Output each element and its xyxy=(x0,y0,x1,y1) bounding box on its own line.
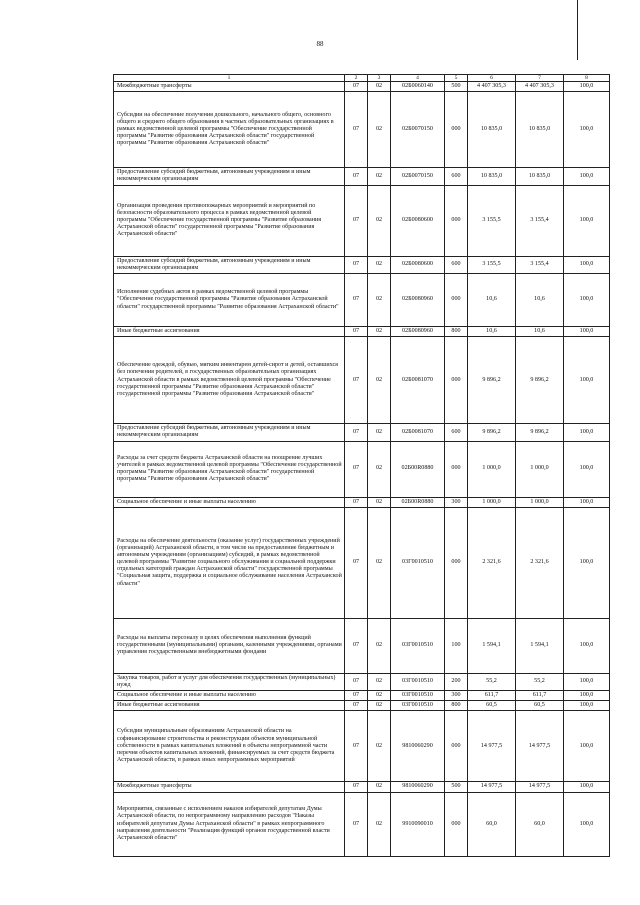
header-cell: 3 xyxy=(368,75,391,82)
execution-percent: 100,0 xyxy=(564,507,610,618)
kbk-subsection: 02 xyxy=(368,82,391,92)
row-name: Предоставление субсидий бюджетным, автономным учреждениям и иным некоммерческим организациям xyxy=(114,424,345,441)
row-name: Иные бюджетные ассигнования xyxy=(114,326,345,336)
planned-amount: 60,0 xyxy=(468,792,516,856)
kbk-section: 07 xyxy=(345,92,368,168)
header-cell: 8 xyxy=(564,75,610,82)
actual-amount: 14 977,5 xyxy=(516,782,564,792)
expense-type: 300 xyxy=(445,691,468,701)
planned-amount: 1 000,0 xyxy=(468,497,516,507)
expense-type: 800 xyxy=(445,701,468,711)
target-article: 02Б0081070 xyxy=(391,337,445,424)
kbk-subsection: 02 xyxy=(368,185,391,256)
header-cell: 6 xyxy=(468,75,516,82)
kbk-section: 07 xyxy=(345,273,368,326)
kbk-subsection: 02 xyxy=(368,497,391,507)
target-article: 03Г0010510 xyxy=(391,691,445,701)
kbk-subsection: 02 xyxy=(368,92,391,168)
expense-type: 000 xyxy=(445,711,468,782)
table-row xyxy=(114,782,610,792)
actual-amount: 10,6 xyxy=(516,273,564,326)
planned-amount: 1 000,0 xyxy=(468,441,516,497)
header-cell: 2 xyxy=(345,75,368,82)
target-article: 02Б0070150 xyxy=(391,92,445,168)
target-article: 02Б0080600 xyxy=(391,185,445,256)
actual-amount: 611,7 xyxy=(516,691,564,701)
expense-type: 600 xyxy=(445,168,468,185)
expense-type: 000 xyxy=(445,185,468,256)
kbk-subsection: 02 xyxy=(368,168,391,185)
kbk-subsection: 02 xyxy=(368,701,391,711)
kbk-section: 07 xyxy=(345,337,368,424)
target-article: 02Б0060140 xyxy=(391,82,445,92)
kbk-section: 07 xyxy=(345,691,368,701)
execution-percent: 100,0 xyxy=(564,441,610,497)
expense-type: 000 xyxy=(445,92,468,168)
kbk-section: 07 xyxy=(345,424,368,441)
actual-amount: 4 407 305,3 xyxy=(516,82,564,92)
row-name: Иные бюджетные ассигнования xyxy=(114,701,345,711)
header-cell: 5 xyxy=(445,75,468,82)
planned-amount: 2 321,6 xyxy=(468,507,516,618)
kbk-section: 07 xyxy=(345,673,368,690)
row-name: Организация проведения противопожарных мероприятий и мероприятий по безопасности образовательного процесса в рамках ведомственной целевой программы "Обеспечение государственной программы "Развитие образования Астраханской области" государственной программы "Развитие образования Астраханской области" xyxy=(114,185,345,256)
kbk-subsection: 02 xyxy=(368,326,391,336)
target-article: 9810060290 xyxy=(391,782,445,792)
row-name: Предоставление субсидий бюджетным, автономным учреждениям и иным некоммерческим организациям xyxy=(114,168,345,185)
kbk-subsection: 02 xyxy=(368,507,391,618)
table-row xyxy=(114,792,610,856)
target-article: 03Г0010510 xyxy=(391,507,445,618)
actual-amount: 1 000,0 xyxy=(516,497,564,507)
expense-type: 000 xyxy=(445,273,468,326)
table-row xyxy=(114,185,610,256)
execution-percent: 100,0 xyxy=(564,82,610,92)
execution-percent: 100,0 xyxy=(564,92,610,168)
planned-amount: 3 155,5 xyxy=(468,185,516,256)
kbk-subsection: 02 xyxy=(368,792,391,856)
actual-amount: 3 155,4 xyxy=(516,185,564,256)
kbk-section: 07 xyxy=(345,792,368,856)
planned-amount: 55,2 xyxy=(468,673,516,690)
actual-amount: 14 977,5 xyxy=(516,711,564,782)
execution-percent: 100,0 xyxy=(564,673,610,690)
actual-amount: 1 594,1 xyxy=(516,618,564,673)
row-name: Исполнение судебных актов в рамках ведомственной целевой программы "Обеспечение государственной программы "Развитие образования Астраханской области" государственной программы "Развитие образования Астраханской области" xyxy=(114,273,345,326)
header-row xyxy=(114,75,610,82)
row-name: Расходы за счет средств бюджета Астраханской области на поощрение лучших учителей в рамках ведомственной целевой программы "Обеспечение государственной программы "Развитие образования Астраханской области" государственной программы "Развитие образования Астраханской области" xyxy=(114,441,345,497)
expense-type: 500 xyxy=(445,82,468,92)
actual-amount: 60,5 xyxy=(516,701,564,711)
table-row xyxy=(114,691,610,701)
kbk-subsection: 02 xyxy=(368,618,391,673)
actual-amount: 1 000,0 xyxy=(516,441,564,497)
table-row xyxy=(114,326,610,336)
kbk-section: 07 xyxy=(345,497,368,507)
target-article: 03Г0010510 xyxy=(391,673,445,690)
row-name: Социальное обеспечение и иные выплаты населению xyxy=(114,691,345,701)
table-row xyxy=(114,701,610,711)
table-row xyxy=(114,441,610,497)
table-row xyxy=(114,92,610,168)
table-row xyxy=(114,256,610,273)
target-article: 02Б0080960 xyxy=(391,326,445,336)
kbk-subsection: 02 xyxy=(368,424,391,441)
planned-amount: 3 155,5 xyxy=(468,256,516,273)
target-article: 02Б0081070 xyxy=(391,424,445,441)
row-name: Расходы на обеспечение деятельности (оказание услуг) государственных учреждений (организаций) Астраханской области, в том числе на предоставление бюджетным и автономным учреждениям (организациям) субсидий, в рамках ведомственной целевой программы "Развитие социального обслуживания и социальной поддержки отдельных категорий граждан Астраханской области" государственной программы "Социальная защита, поддержка и социальное обслуживание населения Астраханской области" xyxy=(114,507,345,618)
table-row xyxy=(114,82,610,92)
kbk-subsection: 02 xyxy=(368,711,391,782)
row-name: Социальное обеспечение и иные выплаты населению xyxy=(114,497,345,507)
actual-amount: 3 155,4 xyxy=(516,256,564,273)
kbk-subsection: 02 xyxy=(368,273,391,326)
actual-amount: 10,6 xyxy=(516,326,564,336)
planned-amount: 9 896,2 xyxy=(468,424,516,441)
kbk-subsection: 02 xyxy=(368,673,391,690)
expense-type: 600 xyxy=(445,424,468,441)
row-name: Мероприятия, связанные с исполнением наказов избирателей депутатам Думы Астраханской области, по непрограммному направлению расходов "Наказы избирателей депутатам Думы Астраханской области" в рамках непрограммного направления деятельности "Реализация функций органов государственной власти Астраханской области" xyxy=(114,792,345,856)
expense-type: 000 xyxy=(445,792,468,856)
kbk-section: 07 xyxy=(345,168,368,185)
kbk-subsection: 02 xyxy=(368,337,391,424)
kbk-section: 07 xyxy=(345,782,368,792)
kbk-section: 07 xyxy=(345,711,368,782)
margin-line xyxy=(577,0,578,60)
actual-amount: 55,2 xyxy=(516,673,564,690)
planned-amount: 10 835,0 xyxy=(468,168,516,185)
table-row xyxy=(114,711,610,782)
target-article: 02Б00R0880 xyxy=(391,441,445,497)
planned-amount: 10 835,0 xyxy=(468,92,516,168)
actual-amount: 10 835,0 xyxy=(516,168,564,185)
planned-amount: 14 977,5 xyxy=(468,711,516,782)
expense-type: 600 xyxy=(445,256,468,273)
target-article: 03Г0010510 xyxy=(391,701,445,711)
row-name: Субсидии на обеспечение получения дошкольного, начального общего, основного общего и среднего общего образования в частных образовательных организациях в рамках ведомственной целевой программы "Обеспечение государственной программы "Развитие образования Астраханской области" государственной программы "Развитие образования Астраханской области" xyxy=(114,92,345,168)
actual-amount: 9 896,2 xyxy=(516,424,564,441)
actual-amount: 10 835,0 xyxy=(516,92,564,168)
planned-amount: 10,6 xyxy=(468,326,516,336)
target-article: 03Г0010510 xyxy=(391,618,445,673)
table-row xyxy=(114,424,610,441)
expense-type: 000 xyxy=(445,441,468,497)
execution-percent: 100,0 xyxy=(564,782,610,792)
expense-type: 200 xyxy=(445,673,468,690)
kbk-subsection: 02 xyxy=(368,256,391,273)
planned-amount: 10,6 xyxy=(468,273,516,326)
actual-amount: 60,0 xyxy=(516,792,564,856)
expense-type: 300 xyxy=(445,497,468,507)
execution-percent: 100,0 xyxy=(564,691,610,701)
execution-percent: 100,0 xyxy=(564,711,610,782)
kbk-section: 07 xyxy=(345,82,368,92)
kbk-section: 07 xyxy=(345,618,368,673)
execution-percent: 100,0 xyxy=(564,618,610,673)
kbk-section: 07 xyxy=(345,185,368,256)
kbk-subsection: 02 xyxy=(368,782,391,792)
execution-percent: 100,0 xyxy=(564,792,610,856)
execution-percent: 100,0 xyxy=(564,326,610,336)
target-article: 9910090010 xyxy=(391,792,445,856)
header-cell: 7 xyxy=(516,75,564,82)
row-name: Межбюджетные трансферты xyxy=(114,782,345,792)
row-name: Субсидии муниципальным образованиям Астраханской области на софинансирование строительства и реконструкции объектов муниципальной собственности в рамках капитальных вложений в объекты непрограммной части перечня объектов капитальных вложений, финансируемых за счет средств бюджета Астраханской области, в рамках иных непрограммных мероприятий xyxy=(114,711,345,782)
execution-percent: 100,0 xyxy=(564,256,610,273)
table-row xyxy=(114,337,610,424)
table-row xyxy=(114,673,610,690)
execution-percent: 100,0 xyxy=(564,168,610,185)
expense-type: 000 xyxy=(445,337,468,424)
execution-percent: 100,0 xyxy=(564,497,610,507)
row-name: Закупка товаров, работ и услуг для обеспечения государственных (муниципальных) нужд xyxy=(114,673,345,690)
table-row xyxy=(114,273,610,326)
expense-type: 100 xyxy=(445,618,468,673)
planned-amount: 1 594,1 xyxy=(468,618,516,673)
execution-percent: 100,0 xyxy=(564,337,610,424)
target-article: 02Б0070150 xyxy=(391,168,445,185)
table-row xyxy=(114,507,610,618)
kbk-section: 07 xyxy=(345,701,368,711)
target-article: 02Б0080600 xyxy=(391,256,445,273)
kbk-subsection: 02 xyxy=(368,441,391,497)
kbk-section: 07 xyxy=(345,507,368,618)
actual-amount: 9 896,2 xyxy=(516,337,564,424)
planned-amount: 14 977,5 xyxy=(468,782,516,792)
row-name: Межбюджетные трансферты xyxy=(114,82,345,92)
target-article: 9810060290 xyxy=(391,711,445,782)
kbk-subsection: 02 xyxy=(368,691,391,701)
actual-amount: 2 321,6 xyxy=(516,507,564,618)
budget-table xyxy=(113,74,610,857)
page-number: 88 xyxy=(316,40,324,48)
row-name: Расходы на выплаты персоналу в целях обеспечения выполнения функций государственными (муниципальными) органами, казенными учреждениями, органами управления государственными внебюджетными фондами xyxy=(114,618,345,673)
planned-amount: 9 896,2 xyxy=(468,337,516,424)
execution-percent: 100,0 xyxy=(564,273,610,326)
table-row xyxy=(114,618,610,673)
planned-amount: 4 407 305,3 xyxy=(468,82,516,92)
target-article: 02Б0080960 xyxy=(391,273,445,326)
kbk-section: 07 xyxy=(345,256,368,273)
kbk-section: 07 xyxy=(345,326,368,336)
expense-type: 000 xyxy=(445,507,468,618)
planned-amount: 60,5 xyxy=(468,701,516,711)
table-row xyxy=(114,497,610,507)
row-name: Обеспечение одеждой, обувью, мягким инвентарем детей-сирот и детей, оставшихся без попечения родителей, в государственных образовательных организациях Астраханской области в рамках ведомственной целевой программы "Обеспечение государственной программы "Развитие образования Астраханской области" государственной программы "Развитие образования Астраханской области" xyxy=(114,337,345,424)
table-row xyxy=(114,168,610,185)
target-article: 02Б00R0880 xyxy=(391,497,445,507)
execution-percent: 100,0 xyxy=(564,701,610,711)
execution-percent: 100,0 xyxy=(564,185,610,256)
execution-percent: 100,0 xyxy=(564,424,610,441)
header-cell: 1 xyxy=(114,75,345,82)
expense-type: 500 xyxy=(445,782,468,792)
expense-type: 800 xyxy=(445,326,468,336)
header-cell: 4 xyxy=(391,75,445,82)
planned-amount: 611,7 xyxy=(468,691,516,701)
row-name: Предоставление субсидий бюджетным, автономным учреждениям и иным некоммерческим организациям xyxy=(114,256,345,273)
kbk-section: 07 xyxy=(345,441,368,497)
